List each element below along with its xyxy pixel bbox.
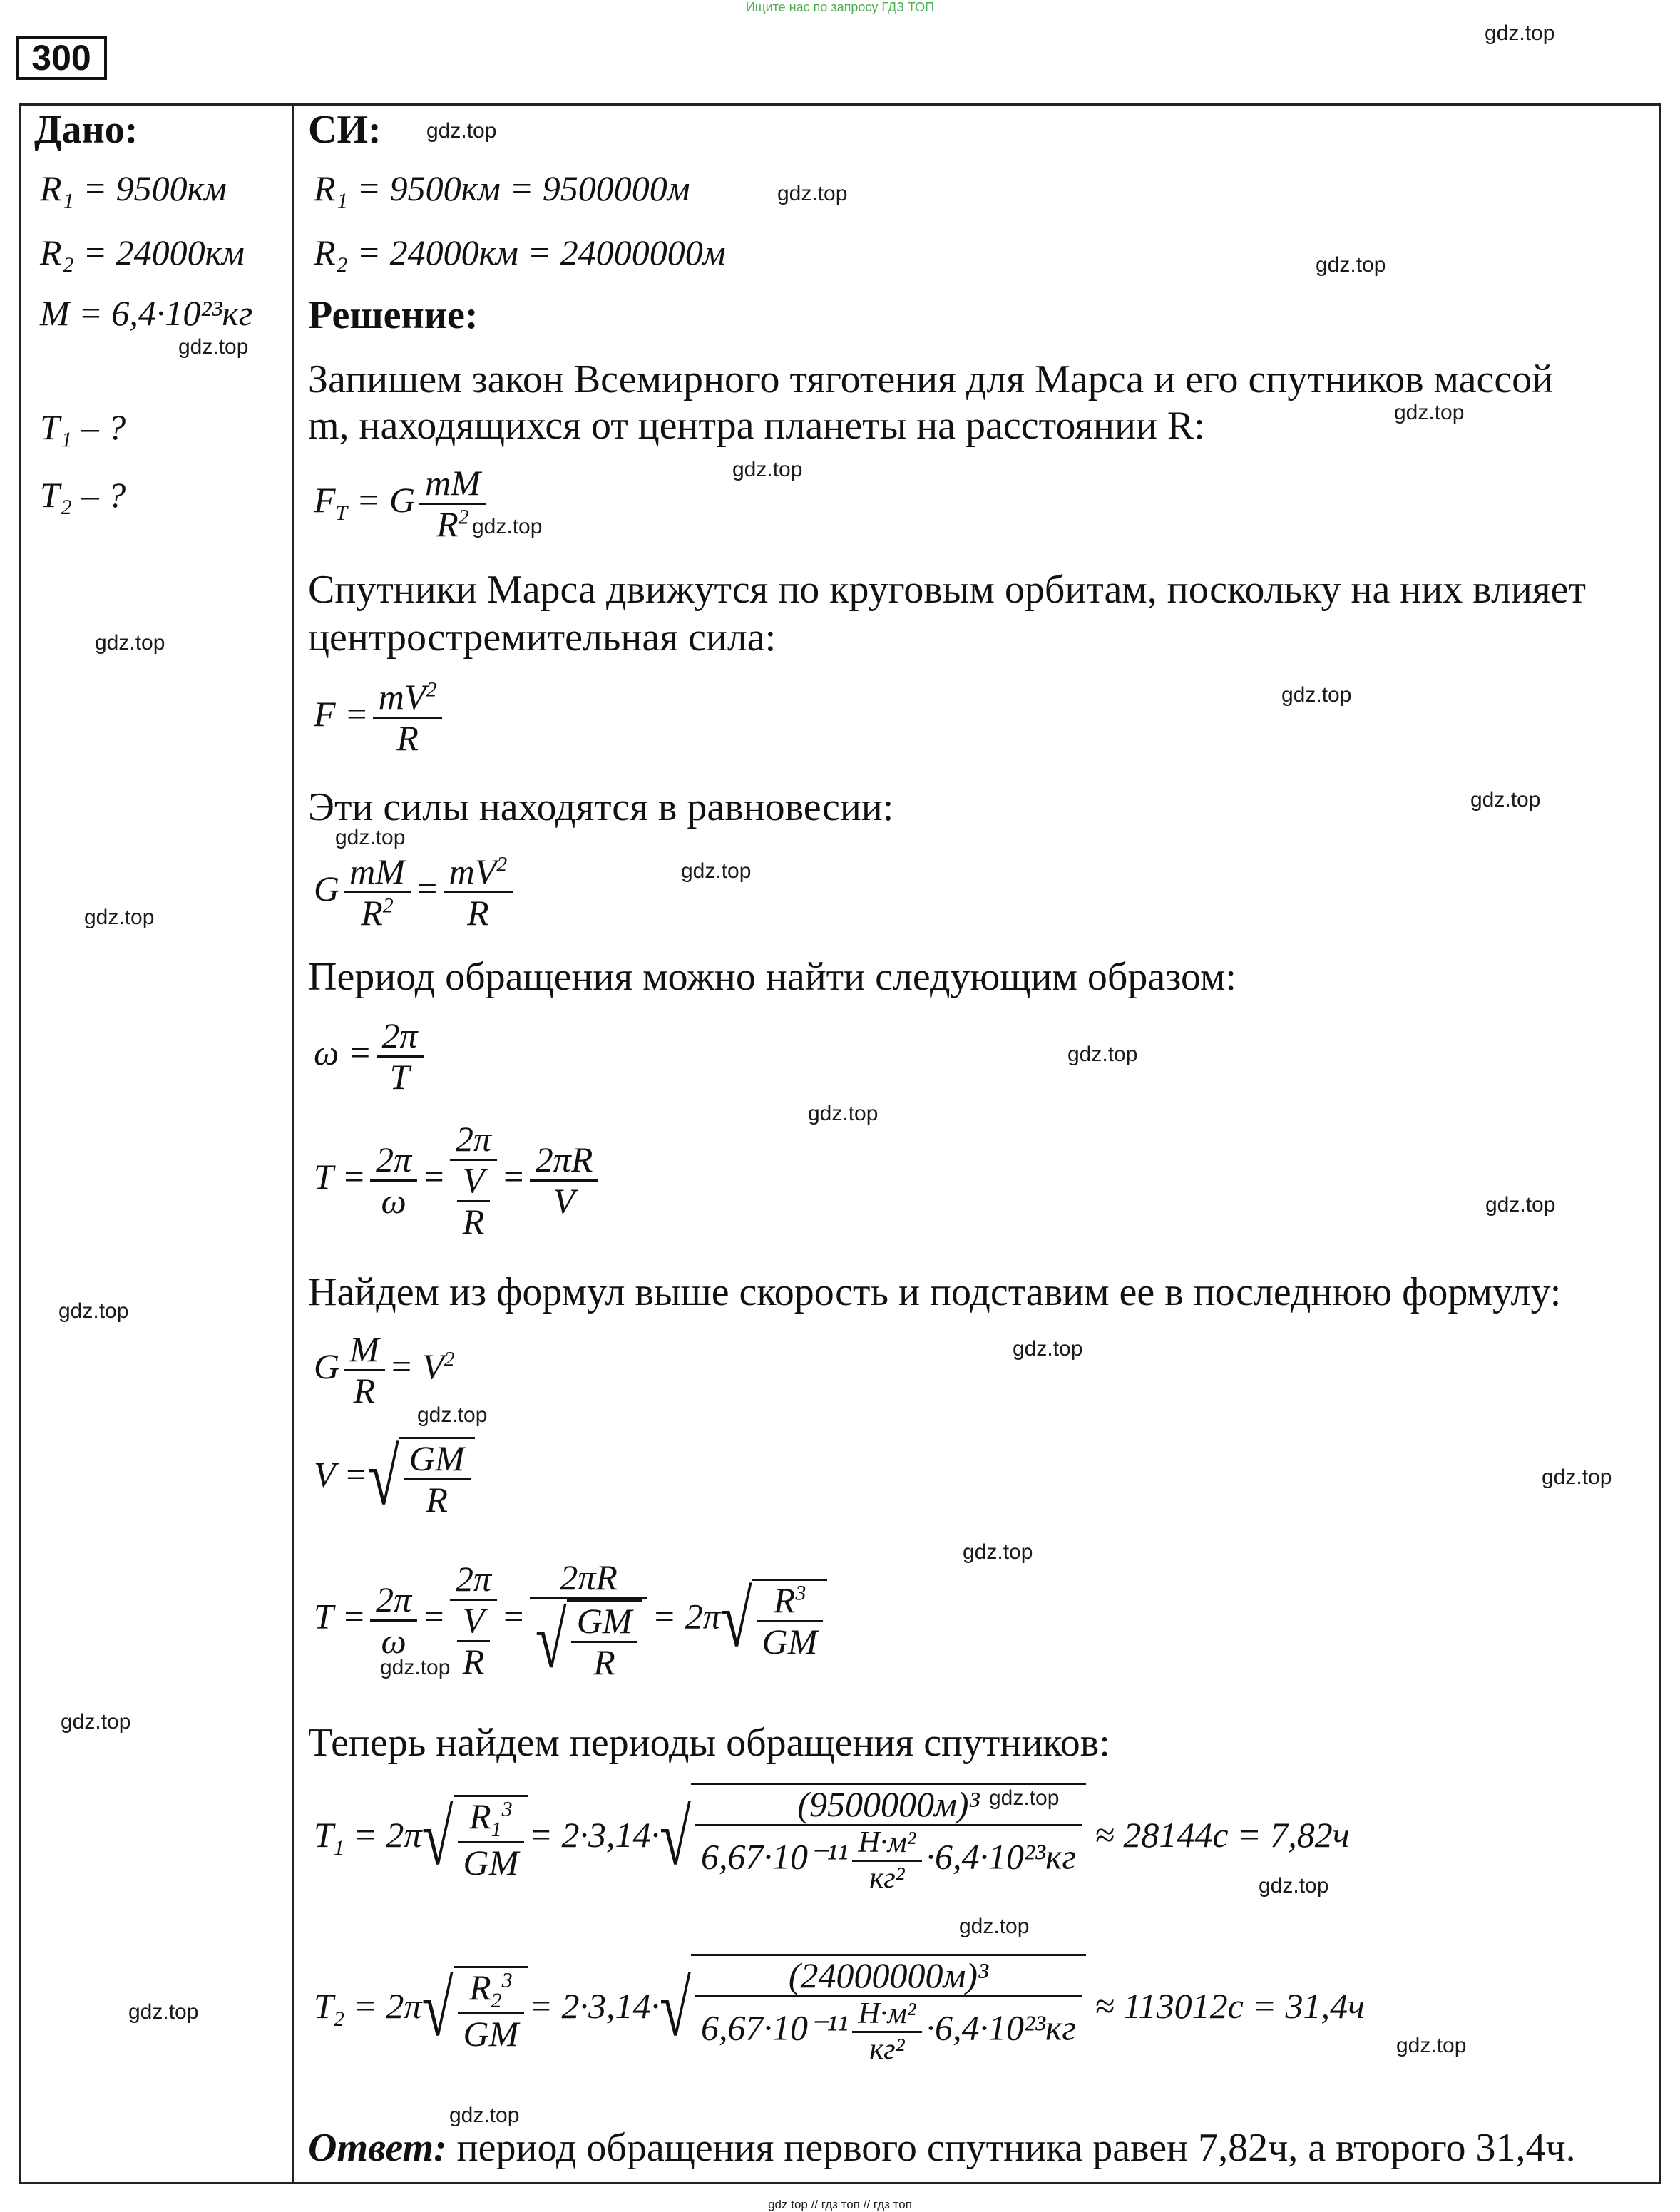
watermark: gdz.top [1067,1043,1138,1066]
given-t1: T₁ – ? [40,407,126,447]
formula-angular-velocity: ω = $\frac{2\pi}{T}$ [314,1016,428,1097]
si-r1: R₁ = 9500км = 9500000м [314,168,690,208]
watermark: gdz.top [1259,1874,1329,1898]
watermark: gdz.top [1316,253,1386,277]
paragraph-6: Теперь найдем периоды обращения спутников: [308,1721,1110,1765]
watermark: gdz.top [58,1299,129,1323]
paragraph-5: Найдем из формул выше скорость и подставим ее в последнюю формулу: [308,1270,1562,1314]
watermark: gdz.top [128,2000,199,2024]
given-r2: R₂ = 24000км [40,232,245,272]
answer-text: период обращения первого спутника равен 7,82ч, а второго 31,4ч. [446,2126,1576,2170]
paragraph-4: Период обращения можно найти следующим образом: [308,955,1236,999]
watermark: gdz.top [84,906,155,929]
formula-equilibrium: G $\frac{mM}{R^2}$ = $\frac{mV^2}{R}$ [314,852,517,933]
si-r2: R₂ = 24000км = 24000000м [314,232,726,272]
given-t2: T₂ – ? [40,475,126,515]
formula-velocity: V =√ $\frac{GM}{R}$ [314,1437,475,1520]
top-search-note: Ищите нас по запросу ГДЗ ТОП [745,0,935,14]
watermark: gdz.top [1485,1193,1556,1217]
watermark: gdz.top [1470,788,1541,811]
watermark: gdz.top [1542,1465,1612,1489]
formula-period: T = $\frac{2\pi}{\omega}$ = $\frac{2\pi}{\frac{V}{R}}$ = $\frac{2\pi R}{V}$ [314,1120,603,1241]
solution-title: Решение: [308,293,478,337]
watermark: gdz.top [95,631,165,655]
watermark: gdz.top [449,2104,520,2127]
formula-gravity-law: $F_T = G$ $\frac{mM}{R^2}$ [314,464,491,544]
paragraph-1-line-2: m, находящихся от центра планеты на расстоянии R: [308,404,1205,448]
watermark: gdz.top [777,182,848,205]
watermark: gdz.top [61,1710,131,1734]
watermark: gdz.top [959,1915,1030,1938]
si-title: СИ: [308,108,381,152]
formula-period-final: T = $\frac{2\pi}{\omega}$ = $\frac{2\pi}{\frac{V}{R}}$ = 2πR √ $\frac{GM}{R}$ = 2π√ $\frac{R^3}{GM}$ [314,1558,827,1682]
given-r1: R₁ = 9500км [40,168,227,208]
answer-line [308,2125,1576,2171]
footer-note: gdz top // гдз топ // гдз топ [768,2198,912,2211]
formula-t1-calculation: $T_1 = 2\pi√$ $\frac{R_1^3}{GM}$ = 2·3,14·√ (9500000м)³ 6,67·10⁻¹¹ $\frac{\text{Н·м²}}{\text{кг²}}$ ·6,4·10²³кг ≈ 28144с = 7,82ч [314,1784,1350,1895]
problem-number: 300 [16,36,107,80]
paragraph-3: Эти силы находятся в равновесии: [308,785,894,829]
paragraph-1-line-1: Запишем закон Всемирного тяготения для Марса и его спутников массой [308,357,1554,401]
watermark: gdz.top [1394,401,1465,424]
given-title: Дано: [34,108,138,152]
watermark: gdz.top [472,515,543,538]
paragraph-2-line-2: центростремительная сила: [308,615,777,660]
watermark: gdz.top [681,859,752,883]
answer-label: Ответ: [308,2126,447,2170]
given-mass: M = 6,4·10²³кг [40,293,253,333]
watermark: gdz.top [426,119,497,143]
watermark: gdz.top [417,1403,488,1427]
formula-velocity-squared: G $\frac{M}{R}$ = $V^2$ [314,1329,455,1410]
watermark: gdz.top [1281,683,1352,707]
watermark: gdz.top [808,1102,879,1125]
column-divider [292,103,294,2184]
watermark: gdz.top [1013,1337,1083,1361]
watermark: gdz.top [1485,21,1555,45]
watermark: gdz.top [380,1656,451,1679]
watermark: gdz.top [178,335,249,359]
watermark: gdz.top [1396,2034,1467,2057]
watermark: gdz.top [335,826,406,849]
watermark: gdz.top [989,1786,1060,1810]
watermark: gdz.top [963,1540,1033,1564]
formula-t2-calculation: $T_2 = 2\pi√$ $\frac{R_2^3}{GM}$ = 2·3,14·√ (24000000м)³ 6,67·10⁻¹¹ $\frac{\text{Н·м²}}{\text{кг²}}$ ·6,4·10²³кг ≈ 113012с = 31,4ч [314,1955,1365,2066]
watermark: gdz.top [732,458,803,481]
paragraph-2-line-1: Спутники Марса движутся по круговым орбитам, поскольку на них влияет [308,568,1586,612]
formula-centripetal-force: F = $\frac{mV^2}{R}$ [314,677,446,758]
